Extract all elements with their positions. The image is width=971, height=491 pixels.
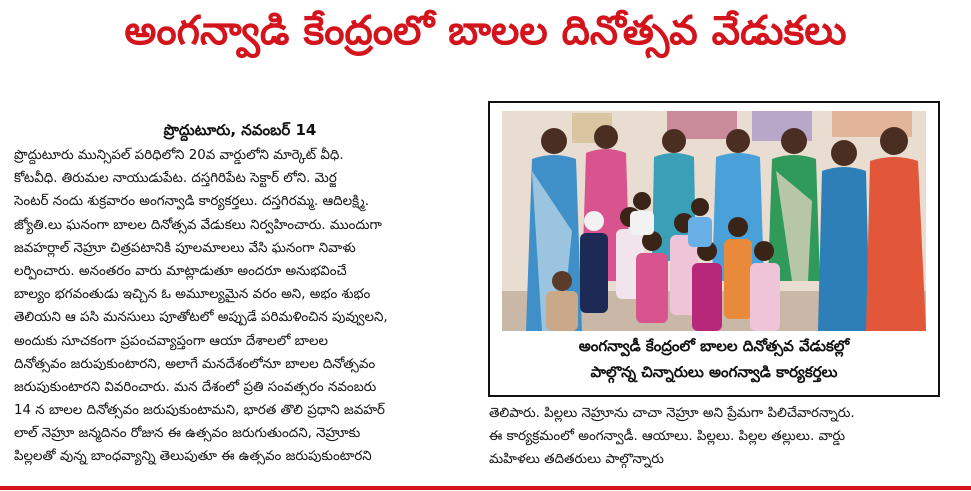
body-line: బాల్యం భగవంతుడు ఇచ్చిన ఓ అమూల్యమైన వరం అని, అభం శుభం <box>14 287 371 303</box>
article-body <box>14 144 476 469</box>
body-line: 14 న బాలల దినోత్సవం జరుపుకుంటామని, భారత తొలి ప్రధాని జవహర్ <box>14 403 385 419</box>
body-line: ఈ కార్యక్రమంలో అంగన్వాడీ. ఆయాలు. పిల్లలు. పిల్లల తల్లులు. వార్డు <box>489 429 846 445</box>
body-line: కోటవీధి. తిరుమల నాయుడుపేట. దస్తగిరిపేట సెక్టార్ లోని. మెర్జ <box>14 171 337 187</box>
article-continuation <box>489 402 949 472</box>
group-photo <box>502 111 926 331</box>
dateline: ప్రొద్దుటూరు, నవంబర్ 14 <box>163 121 317 139</box>
body-line: జవహర్లాల్ నెహ్రూ చిత్రపటానికి పూలమాలలు వేసి ఘనంగా నివాళు <box>14 240 356 256</box>
caption-line: పాల్గొన్న చిన్నారులు అంగన్వాడి కార్యకర్తలు <box>590 363 838 381</box>
caption-line: అంగన్వాడీ కేంద్రంలో బాలల దినోత్సవ వేడుకల్లో <box>578 337 850 355</box>
bottom-rule <box>0 486 971 490</box>
group-photo-illustration <box>502 111 926 331</box>
photo-caption <box>490 333 938 385</box>
photo-box <box>488 101 940 397</box>
body-line: తెలియని ఆ పసి మనసులు పూతోటలో అప్పుడే పరిమళించిన పువ్వులని, <box>14 310 388 326</box>
body-line: పిల్లలతో వున్న బాంధవ్యాన్ని తెలుపుతూ ఈ ఉత్సవం జరుపుకుంటారని <box>14 449 372 465</box>
body-line: మహిళలు తదితరులు పాల్గొన్నారు <box>489 452 664 468</box>
body-line: దినోత్సవం జరుపుకుంటారని, అలాగే మనదేశంలోనూ బాలల దినోత్సవం <box>14 356 376 372</box>
headline: అంగన్వాడి కేంద్రంలో బాలల దినోత్సవ వేడుకలు <box>124 8 847 54</box>
body-line: జ్యోతి.లు ఘనంగా బాలల దినోత్సవ వేడుకలు నిర్వహించారు. ముందుగా <box>14 217 382 233</box>
body-line: లర్పించారు. అనంతరం వారు మాట్లాడుతూ అందరూ అనుభవించే <box>14 263 347 279</box>
body-line: అందుకు సూచకంగా ప్రపంచవ్యాప్తంగా ఆయా దేశాలలో బాలల <box>14 333 329 349</box>
body-line: సెంటర్ నందు శుక్రవారం అంగన్వాడి కార్యకర్తలు. దస్తగిరమ్మ. ఆదిలక్ష్మి. <box>14 194 369 210</box>
body-line: ప్రొద్దుటూరు మున్సిపల్ పరిధిలోని 20వ వార్డులోని మార్కెట్ వీధి. <box>14 148 344 163</box>
body-line: జరుపుకుంటారని వివరించారు. మన దేశంలో ప్రతి సంవత్సరం నవంబరు <box>14 379 377 395</box>
body-line: లాల్ నెహ్రూ జన్మదినం రోజున ఈ ఉత్సవం జరుగుతుందని, నెహ్రూకు <box>14 426 361 442</box>
body-line: తెలిపారు. పిల్లలు నెహ్రూను చాచా నెహ్రూ అని ప్రేమగా పిలిచేవారన్నారు. <box>489 406 855 421</box>
